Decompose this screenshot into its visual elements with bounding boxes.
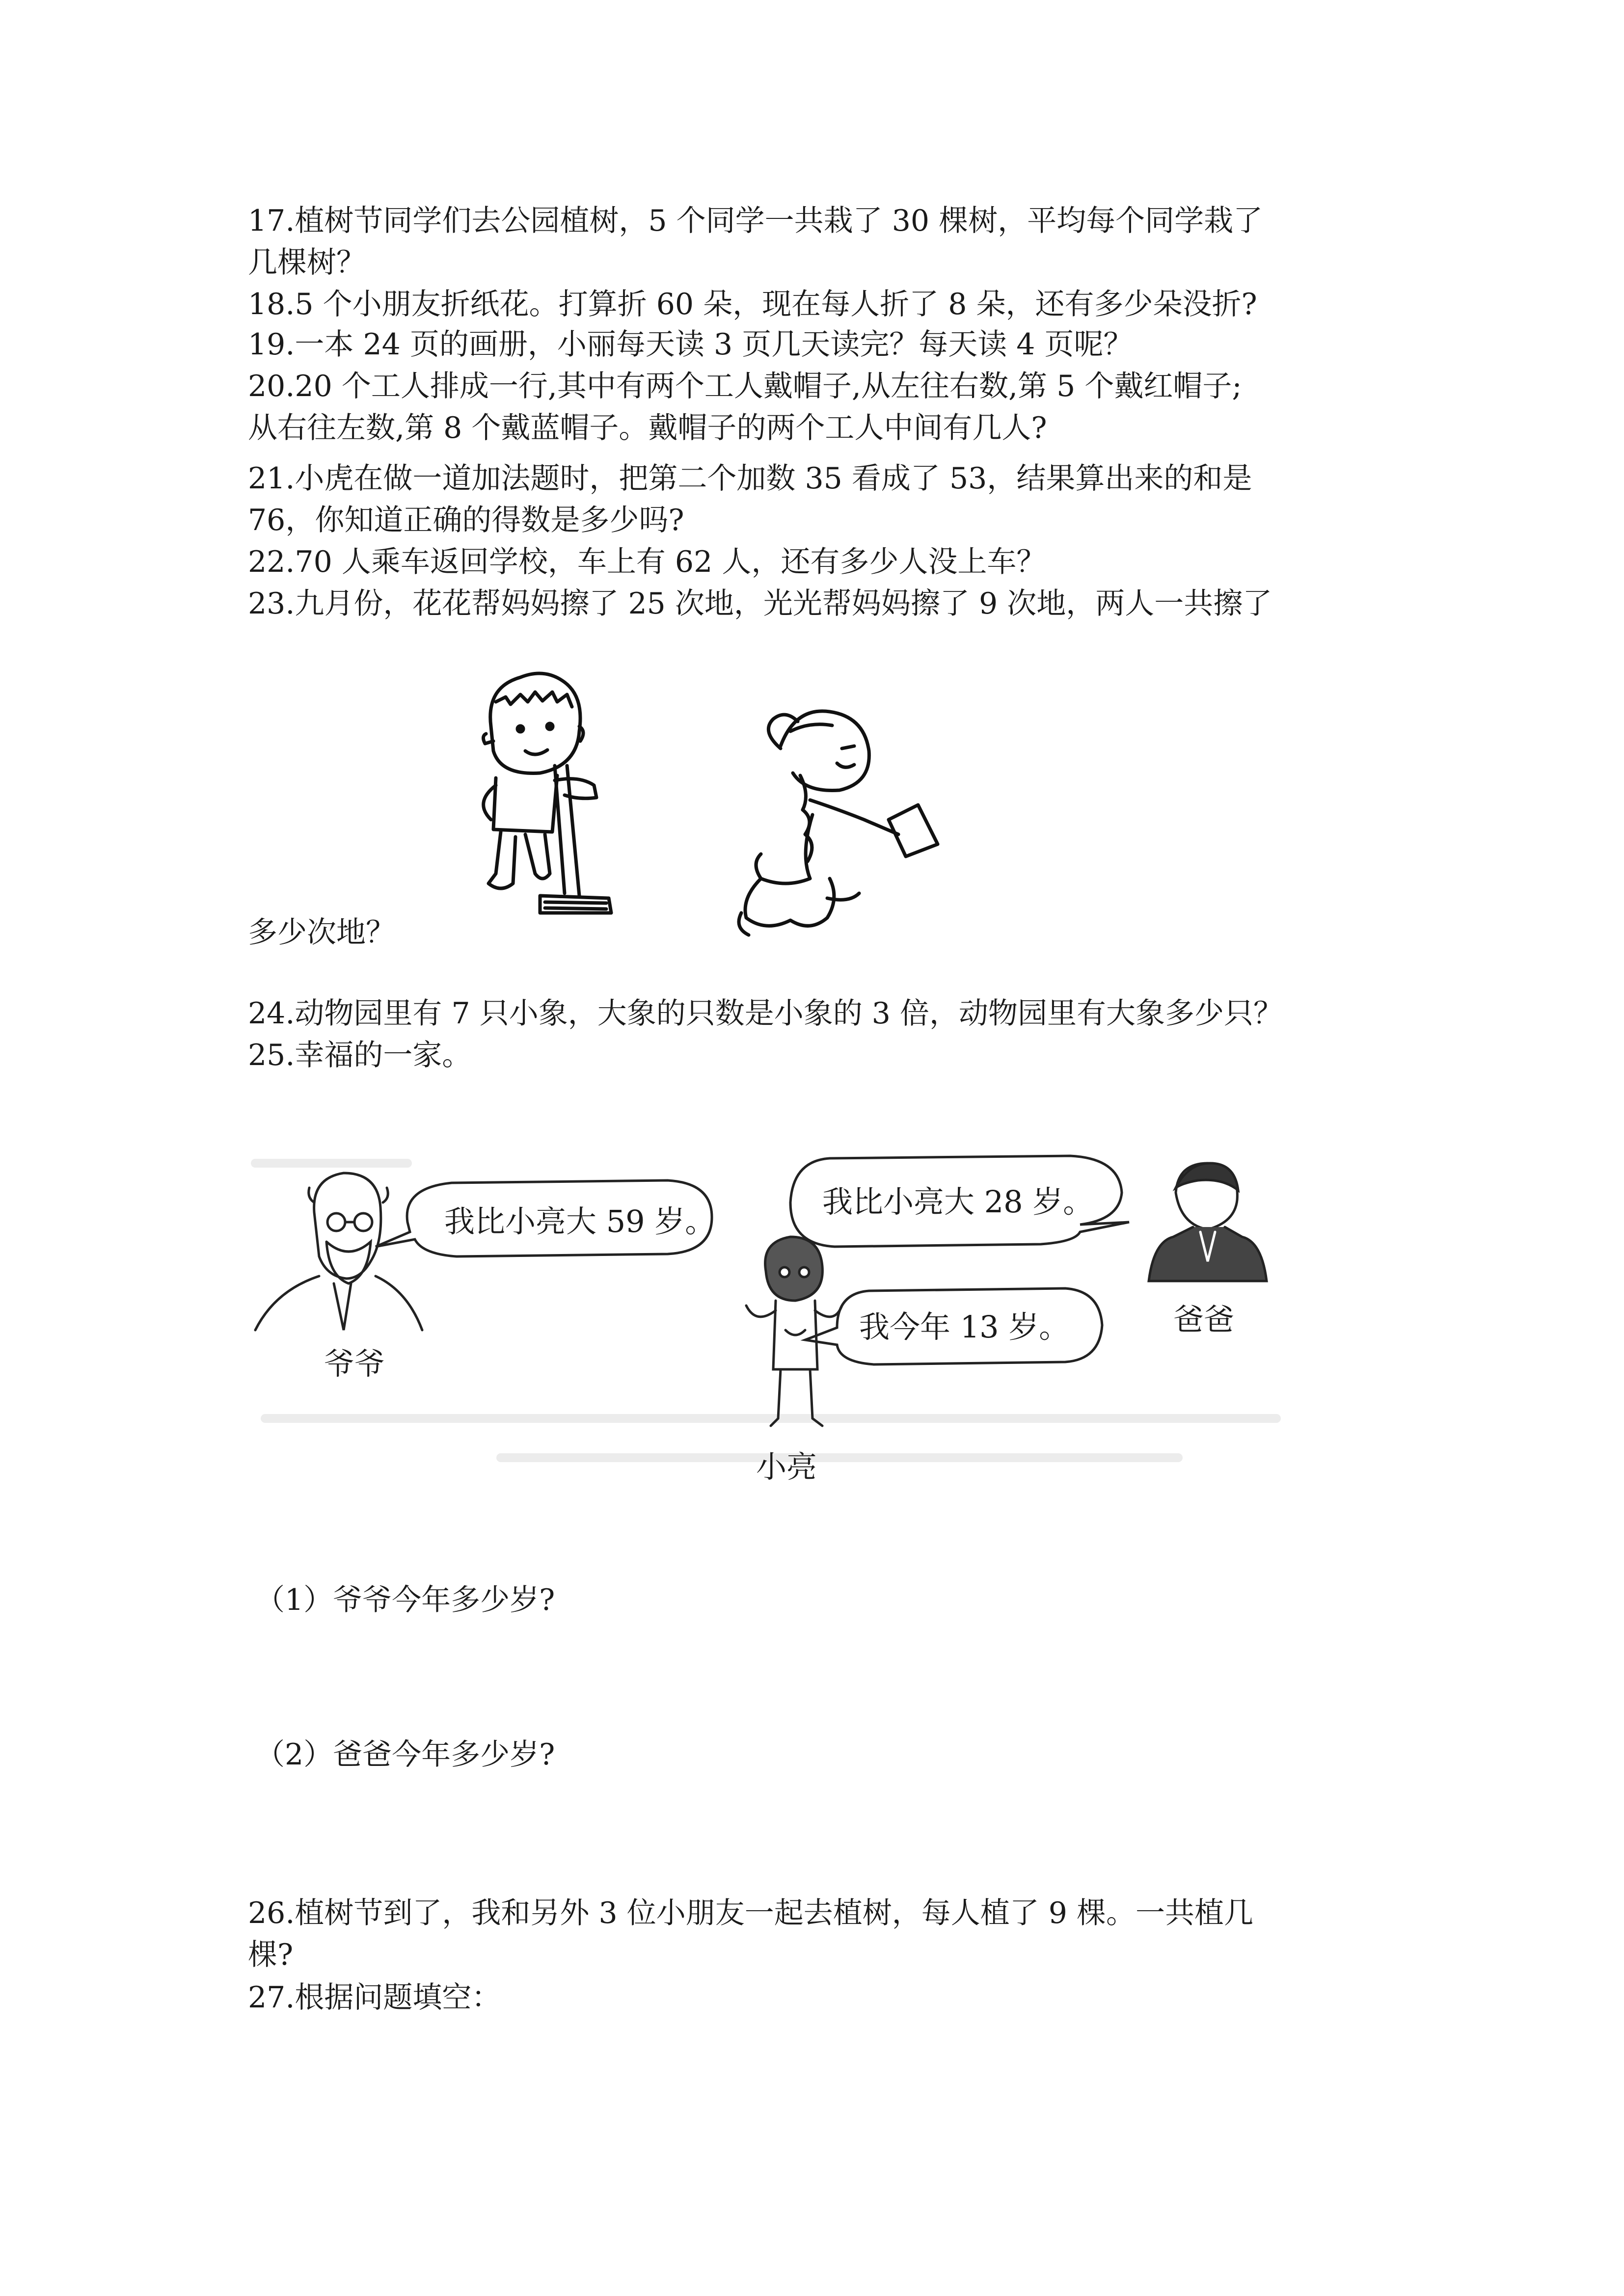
dad-drawing [1149, 1163, 1267, 1281]
problem-25-question-2: （2）爸爸今年多少岁? [255, 1737, 555, 1772]
problem-23-line-2: 多少次地？ [248, 915, 395, 950]
liang-bubble-text: 我今年 13 岁。 [859, 1309, 1070, 1345]
grandpa-drawing [255, 1173, 422, 1330]
problem-21-line-2: 76，你知道正确的得数是多少吗? [248, 503, 684, 537]
problem-21-line-1: 21.小虎在做一道加法题时，把第二个加数 35 看成了 53，结果算出来的和是 [248, 461, 1252, 496]
problem-22: 22.70 人乘车返回学校，车上有 62 人，还有多少人没上车？ [248, 545, 1046, 579]
problem-26-line-2: 棵? [248, 1938, 294, 1972]
problem-20-line-1: 20.20 个工人排成一行,其中有两个工人戴帽子,从左往右数,第 5 个戴红帽子; [248, 369, 1242, 403]
girl-wiping-floor-drawing [739, 711, 938, 935]
mopping-kids-illustration [466, 667, 987, 952]
problem-25: 25.幸福的一家。 [248, 1038, 472, 1072]
problem-17-line-1: 17.植树节同学们去公园植树，5 个同学一共栽了 30 棵树，平均每个同学栽了 [248, 204, 1263, 238]
problem-25-question-1: （1）爷爷今年多少岁? [255, 1583, 555, 1617]
family-illustration [245, 1144, 1306, 1502]
problem-18: 18.5 个小朋友折纸花。打算折 60 朵，现在每人折了 8 朵，还有多少朵没折? [248, 287, 1257, 321]
problem-19: 19.一本 24 页的画册，小丽每天读 3 页几天读完？每天读 4 页呢？ [248, 327, 1133, 362]
problem-26-line-1: 26.植树节到了，我和另外 3 位小朋友一起去植树，每人植了 9 棵。一共植几 [248, 1896, 1254, 1930]
liang-caption: 小亮 [756, 1449, 817, 1485]
problem-24: 24.动物园里有 7 只小象，大象的只数是小象的 3 倍，动物园里有大象多少只？ [248, 996, 1283, 1031]
grandpa-caption: 爷爷 [324, 1346, 385, 1382]
dad-bubble-text: 我比小亮大 28 岁。 [822, 1184, 1094, 1220]
boy-with-mop-drawing [483, 673, 611, 913]
problem-20-line-2: 从右往左数,第 8 个戴蓝帽子。戴帽子的两个工人中间有几人? [248, 411, 1047, 445]
problem-23-line-1: 23.九月份，花花帮妈妈擦了 25 次地，光光帮妈妈擦了 9 次地，两人一共擦了 [248, 587, 1272, 621]
dad-caption: 爸爸 [1173, 1302, 1235, 1337]
problem-17-line-2: 几棵树？ [248, 245, 366, 280]
problem-27: 27.根据问题填空： [248, 1980, 501, 2015]
grandpa-bubble-text: 我比小亮大 59 岁。 [444, 1203, 716, 1239]
